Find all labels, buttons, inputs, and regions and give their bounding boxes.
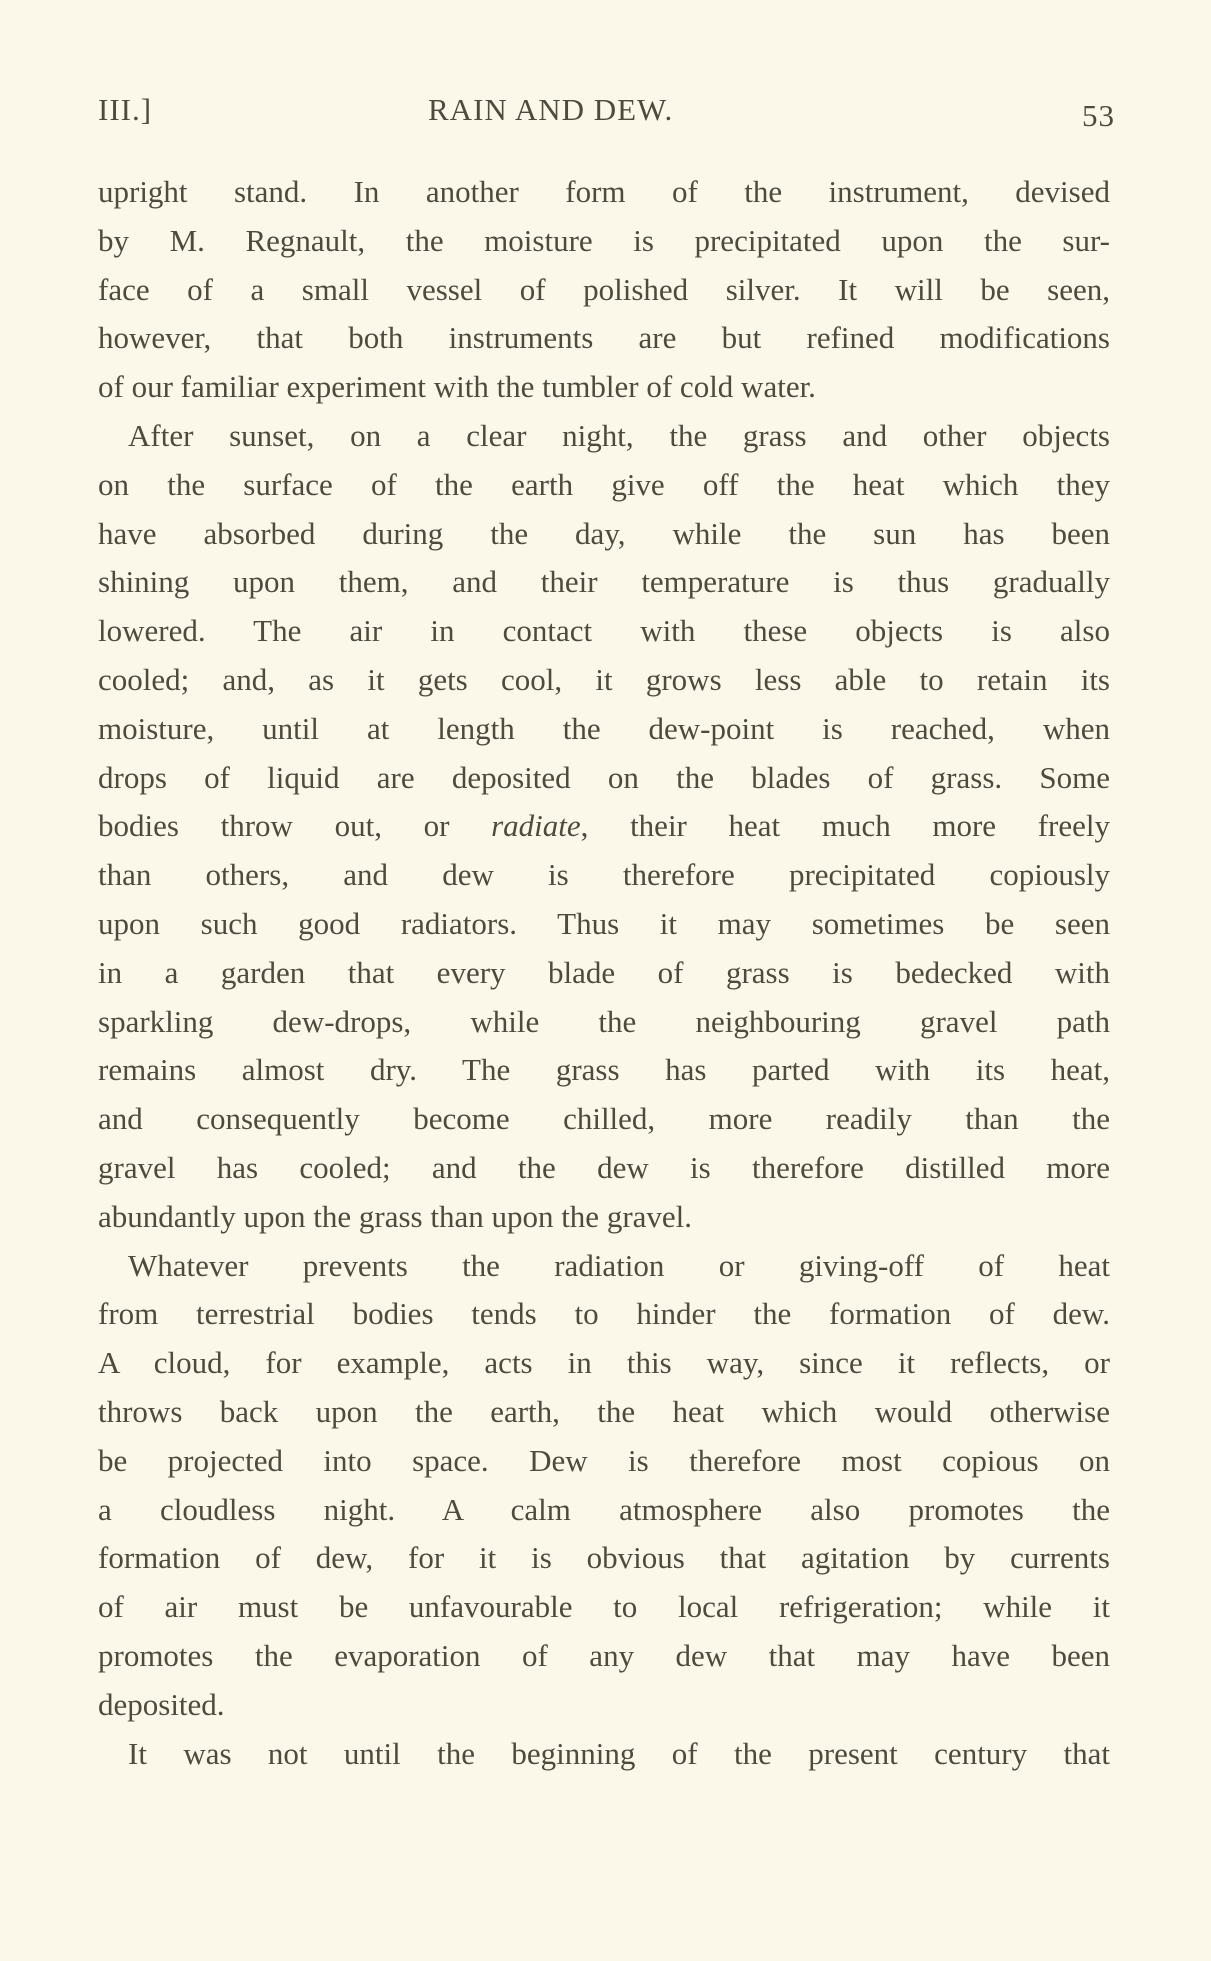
text-line: face of a small vessel of polished silver. It will be seen, — [98, 271, 1110, 307]
text-line: upon such good radiators. Thus it may sometimes be seen — [98, 905, 1110, 941]
text-line: lowered. The air in contact with these objects is also — [98, 613, 1110, 649]
text-line: however, that both instruments are but refined modifications — [98, 320, 1110, 356]
text-line: have absorbed during the day, while the sun has been — [98, 515, 1110, 551]
text-line: Whatever prevents the radiation or giving-off of heat — [128, 1247, 1110, 1283]
text-line: formation of dew, for it is obvious that agitation by currents — [98, 1540, 1110, 1576]
running-head-chapter: III.] — [98, 92, 153, 127]
page-number: 53 — [1082, 98, 1115, 133]
text-line: abundantly upon the grass than upon the gravel. — [98, 1198, 693, 1234]
text-line: drops of liquid are deposited on the blades of grass. Some — [98, 759, 1110, 795]
text-line: shining upon them, and their temperature is thus gradually — [98, 564, 1110, 600]
text-line: A cloud, for example, acts in this way, since it reflects, or — [98, 1345, 1110, 1381]
text-line: in a garden that every blade of grass is bedecked with — [98, 954, 1110, 990]
running-head-title: RAIN AND DEW. — [428, 92, 674, 127]
text-line: and consequently become chilled, more readily than the — [98, 1101, 1110, 1137]
text-line: sparkling dew-drops, while the neighbouring gravel path — [98, 1003, 1110, 1039]
text-line: After sunset, on a clear night, the grass and other objects — [128, 417, 1110, 453]
text-line: a cloudless night. A calm atmosphere also promotes the — [98, 1491, 1110, 1527]
text-line: bodies throw out, or radiate, their heat much more freely — [98, 808, 1110, 844]
text-line: It was not until the beginning of the present century that — [128, 1735, 1110, 1771]
text-line: promotes the evaporation of any dew that may have been — [98, 1637, 1110, 1673]
text-line: of our familiar experiment with the tumbler of cold water. — [98, 369, 816, 405]
text-line: gravel has cooled; and the dew is therefore distilled more — [98, 1149, 1110, 1185]
text-line: upright stand. In another form of the instrument, devised — [98, 174, 1110, 209]
italic-term: radiate — [491, 808, 581, 844]
text-line: than others, and dew is therefore precipitated copiously — [98, 857, 1110, 893]
text-line: of air must be unfavourable to local refrigeration; while it — [98, 1589, 1110, 1625]
text-line: from terrestrial bodies tends to hinder the formation of dew. — [98, 1296, 1110, 1332]
body-text — [98, 168, 1110, 1778]
text-line: remains almost dry. The grass has parted with its heat, — [98, 1052, 1110, 1088]
text-line: be projected into space. Dew is therefore most copious on — [98, 1442, 1110, 1478]
text-line: throws back upon the earth, the heat which would otherwise — [98, 1393, 1110, 1429]
text-line: on the surface of the earth give off the heat which they — [98, 466, 1110, 502]
text-line: deposited. — [98, 1686, 225, 1722]
text-line: moisture, until at length the dew-point is reached, when — [98, 710, 1110, 746]
text-line: by M. Regnault, the moisture is precipitated upon the sur- — [98, 222, 1110, 258]
text-line: cooled; and, as it gets cool, it grows less able to retain its — [98, 661, 1110, 697]
